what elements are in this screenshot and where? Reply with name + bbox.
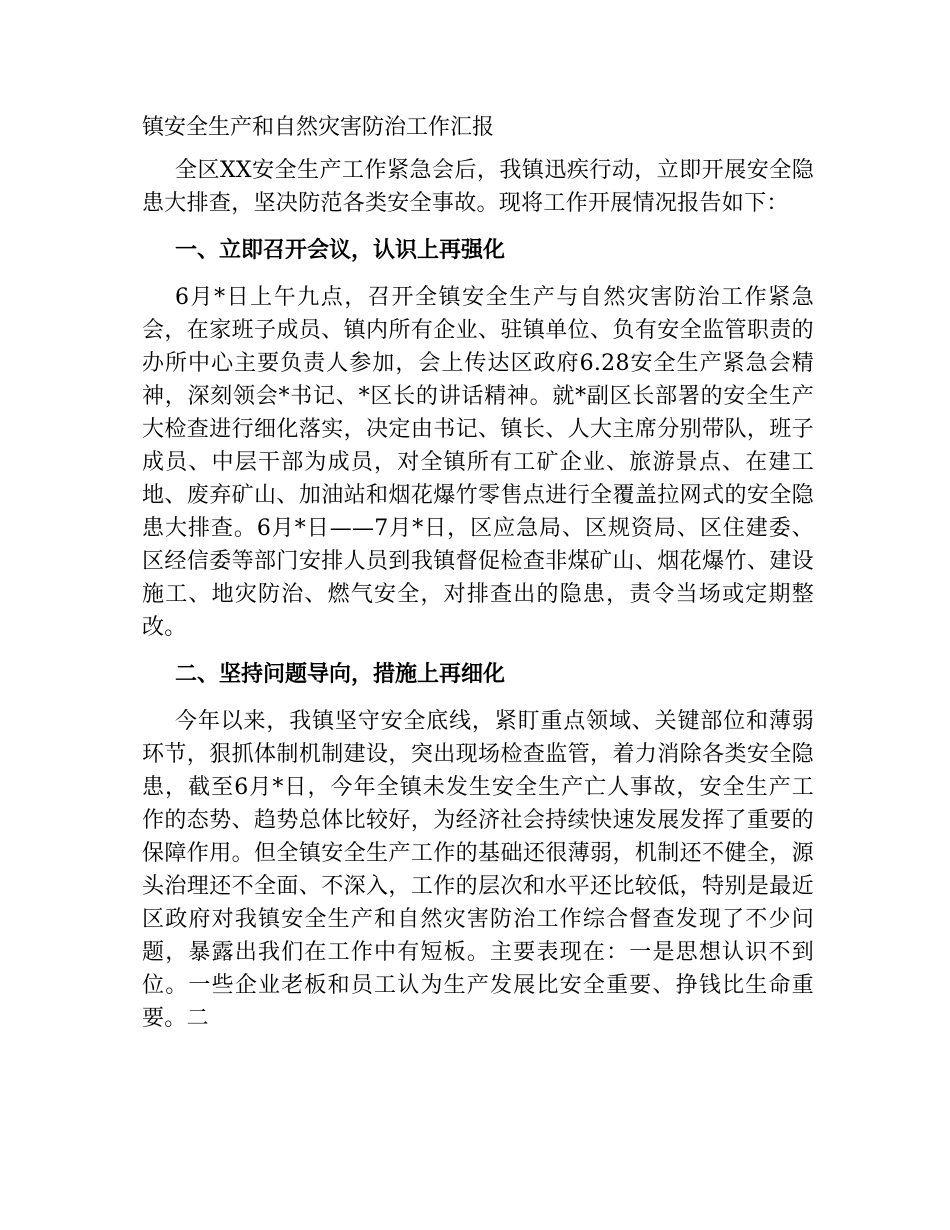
section-2-paragraph: 今年以来，我镇坚守安全底线，紧盯重点领域、关键部位和薄弱环节，狠抓体制机制建设，突出现场检查监管，着力消除各类安全隐患，截至6月*日，今年全镇未发生安全生产亡人事故，安全生产工作的态势、趋势总体比较好，为经济社会持续快速发展发挥了重要的保障作用。但全镇安全生产工作的基础还很薄弱，机制还不健全，源头治理还不全面、不深入，工作的层次和水平还比较低，特别是最近区政府对我镇安全生产和自然灾害防治工作综合督查发现了不少问题，暴露出我们在工作中有短板。主要表现在：一是思想认识不到位。一些企业老板和员工认为生产发展比安全重要、挣钱比生命重要。二	[142, 709, 814, 1031]
intro-paragraph: 全区XX安全生产工作紧急会后，我镇迅疾行动，立即开展安全隐患大排查，坚决防范各类安全事故。现将工作开展情况报告如下：	[142, 158, 814, 216]
section-1-heading: 一、立即召开会议，认识上再强化	[175, 237, 506, 263]
document-page	[142, 112, 814, 1049]
section-1-paragraph: 6月*日上午九点，召开全镇安全生产与自然灾害防治工作紧急会，在家班子成员、镇内所有企业、驻镇单位、负有安全监管职责的办所中心主要负责人参加，会上传达区政府6.28安全生产紧急会精神，深刻领会*书记、*区长的讲话精神。就*副区长部署的安全生产大检查进行细化落实，决定由书记、镇长、人大主席分别带队，班子成员、中层干部为成员，对全镇所有工矿企业、旅游景点、在建工地、废弃矿山、加油站和烟花爆竹零售点进行全覆盖拉网式的安全隐患大排查。6月*日——7月*日，区应急局、区规资局、区住建委、区经信委等部门安排人员到我镇督促检查非煤矿山、烟花爆竹、建设施工、地灾防治、燃气安全，对排查出的隐患，责令当场或定期整改。	[142, 285, 814, 640]
section-2-heading: 二、坚持问题导向，措施上再细化	[175, 661, 506, 687]
document-title: 镇安全生产和自然灾害防治工作汇报	[142, 115, 495, 140]
